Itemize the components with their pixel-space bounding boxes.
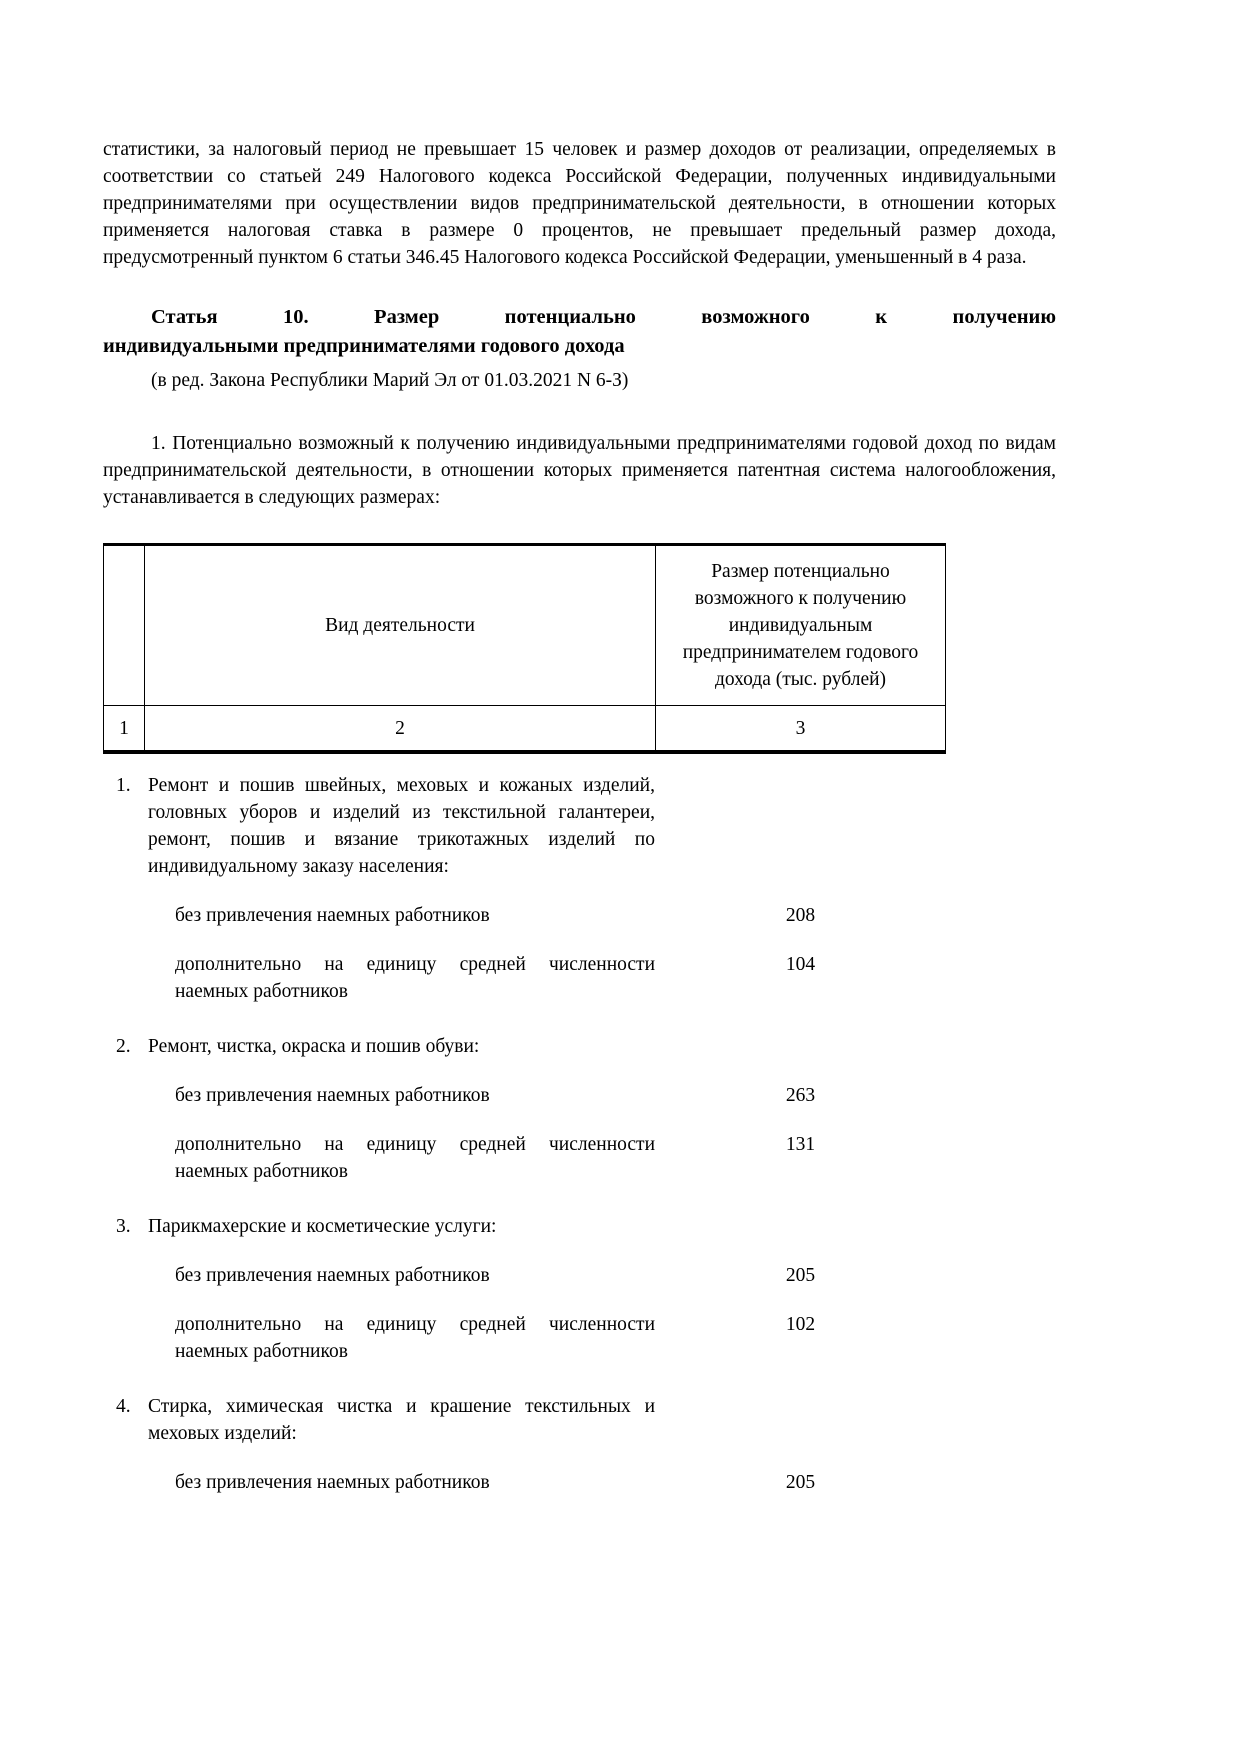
table-row xyxy=(103,1213,946,1365)
subrow-label: без привлечения наемных работников xyxy=(175,1265,490,1286)
table-row xyxy=(103,1033,946,1185)
subrow-label: без привлечения наемных работников xyxy=(175,1085,490,1106)
index-cell-1: 1 xyxy=(119,717,129,739)
index-cell-3: 3 xyxy=(795,717,806,739)
row-number: 1. xyxy=(116,775,131,796)
edition-note: (в ред. Закона Республики Марий Эл от 01.03.2021 N 6-З) xyxy=(151,370,629,391)
table-subrow xyxy=(103,1082,946,1109)
article-heading-line-2: индивидуальными предпринимателями годового дохода xyxy=(103,335,625,357)
intro-paragraph: статистики, за налоговый период не превышает 15 человек и размер доходов от реализации, определяемых в соответствии со статьей 249 Налогового кодекса Российской Федерации, полученных индивидуальными предпринимателями при осуществлении видов предпринимательской деятельности, в отношении которых применяется налоговая ставка в размере 0 процентов, не превышает предельный размер дохода, предусмотренный пунктом 6 статьи 346.45 Налогового кодекса Российской Федерации, уменьшенный в 4 раза. xyxy=(103,139,1056,268)
header-cell-blank xyxy=(104,546,144,705)
row-number: 4. xyxy=(116,1396,131,1417)
table-subrow xyxy=(103,1311,946,1365)
header-cell-income: Размер потенциально возможного к получению индивидуальным предпринимателем годового дохода (тыс. рублей) xyxy=(682,561,919,690)
table-header-row xyxy=(104,546,945,706)
row-number: 2. xyxy=(116,1036,131,1057)
table-subrow xyxy=(103,902,946,929)
row-head xyxy=(103,1213,946,1240)
income-table xyxy=(103,543,946,1496)
row-head xyxy=(103,772,946,880)
income-value: 102 xyxy=(785,1314,816,1335)
activity-text: Ремонт, чистка, окраска и пошив обуви: xyxy=(148,1036,480,1057)
article-heading-line-1: Статья 10. Размер потенциально возможного к получению xyxy=(151,306,1056,328)
row-number: 3. xyxy=(116,1216,131,1237)
income-value: 263 xyxy=(785,1085,816,1106)
income-value: 208 xyxy=(785,905,816,926)
income-value: 205 xyxy=(785,1265,816,1286)
table-subrow xyxy=(103,1262,946,1289)
subrow-label: без привлечения наемных работников xyxy=(175,905,490,926)
income-value: 104 xyxy=(785,954,816,975)
income-value: 131 xyxy=(785,1134,816,1155)
header-cell-activity: Вид деятельности xyxy=(144,546,656,705)
table-row xyxy=(103,772,946,1005)
activity-text: Стирка, химическая чистка и крашение текстильных и меховых изделий: xyxy=(148,1396,655,1444)
income-table-header-grid xyxy=(103,543,946,754)
row-head xyxy=(103,1033,946,1060)
income-value: 205 xyxy=(785,1472,816,1493)
activity-text: Ремонт и пошив швейных, меховых и кожаных изделий, головных уборов и изделий из текстильной галантереи, ремонт, пошив и вязание трикотажных изделий по индивидуальному заказу населения: xyxy=(148,775,655,877)
subrow-label: дополнительно на единицу средней численности наемных работников xyxy=(175,954,655,1002)
table-subrow xyxy=(103,951,946,1005)
index-cell-2: 2 xyxy=(144,706,656,750)
table-index-row xyxy=(104,706,945,750)
row-head xyxy=(103,1393,946,1447)
paragraph-1: 1. Потенциально возможный к получению индивидуальными предпринимателями годовой доход по видам предпринимательской деятельности, в отношении которых применяется патентная система налогообложения, устанавливается в следующих размерах: xyxy=(103,433,1056,508)
table-subrow xyxy=(103,1469,946,1496)
table-body xyxy=(103,754,946,1496)
subrow-label: дополнительно на единицу средней численности наемных работников xyxy=(175,1134,655,1182)
activity-text: Парикмахерские и косметические услуги: xyxy=(148,1216,497,1237)
subrow-label: без привлечения наемных работников xyxy=(175,1472,490,1493)
table-row xyxy=(103,1393,946,1496)
article-heading xyxy=(103,303,1056,361)
table-subrow xyxy=(103,1131,946,1185)
subrow-label: дополнительно на единицу средней численности наемных работников xyxy=(175,1314,655,1362)
